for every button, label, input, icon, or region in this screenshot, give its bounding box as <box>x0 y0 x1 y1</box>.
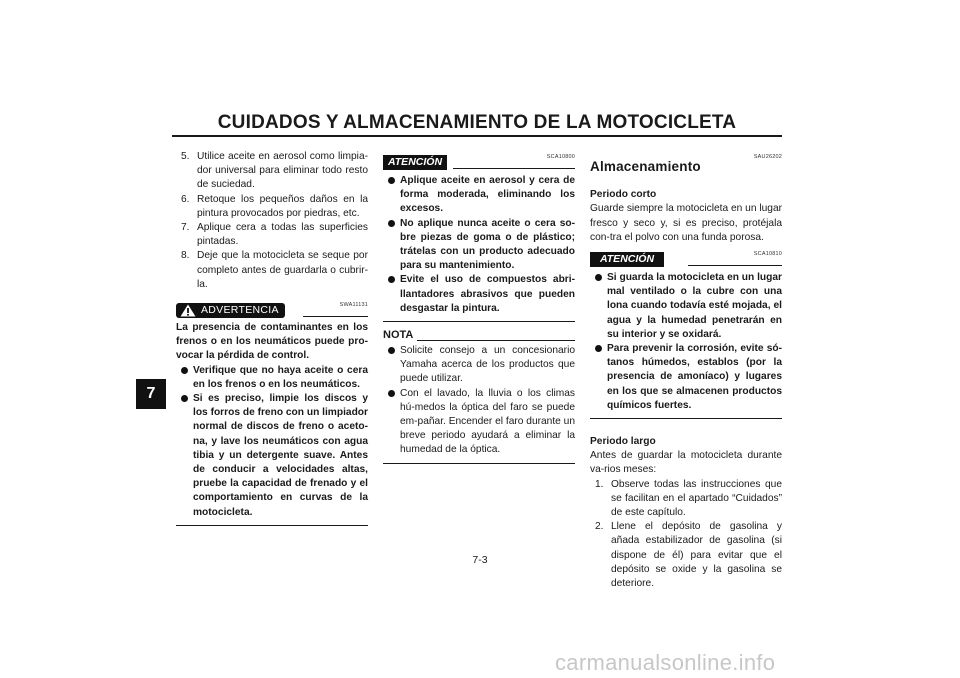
warning-header-rule <box>303 316 368 317</box>
bullet-dot-icon <box>181 395 188 402</box>
storage-steps-list <box>590 478 782 592</box>
step-item: 7. Aplique cera a todas las superficies pintadas. <box>181 222 368 248</box>
bullet-dot-icon <box>388 220 395 227</box>
caution-header-rule <box>453 168 575 169</box>
cleaning-steps-list <box>176 150 368 292</box>
step-item: 5. Utilice aceite en aerosol como limpia-dor universal para eliminar todo resto de suciedad. <box>181 151 368 191</box>
note-label: NOTA <box>383 329 414 342</box>
bullet-dot-icon <box>388 390 395 397</box>
bullet-dot-icon <box>388 276 395 283</box>
section-title: Almacenamiento <box>590 159 701 174</box>
warning-end-rule <box>176 525 368 526</box>
bullet-item: Con el lavado, la lluvia o los climas hú-medos la óptica del faro se puede em-pañar. Encender el faro durante un breve periodo ayudará a eliminar la humedad de la óptica. <box>383 387 575 458</box>
note-end-rule <box>383 463 575 464</box>
caution-code: SCA10800 <box>546 154 575 160</box>
step-item: 1. Observe todas las instrucciones que se facilitan en el apartado “Cuidados” de este capítulo. <box>595 478 782 519</box>
column-left <box>176 150 368 526</box>
bullet-item: Aplique aceite en aerosol y cera de forma moderada, eliminando los excesos. <box>383 174 575 217</box>
bullet-dot-icon <box>595 274 602 281</box>
warning-code: SWA11131 <box>339 302 368 309</box>
bullet-dot-icon <box>181 367 188 374</box>
step-item: 8. Deje que la motocicleta se seque por completo antes de guardarla o cubrir-la. <box>181 250 368 290</box>
warning-triangle-icon <box>180 304 196 322</box>
caution-badge: ATENCIÓN <box>383 155 447 170</box>
bullet-item: Si guarda la motocicleta en un lugar mal ventilado o la cubre con una lona cuando todavía esté mojada, el agua y la humedad penetrarán en su interior y se oxidará. <box>590 271 782 342</box>
bullet-item: Si es preciso, limpie los discos y los forros de freno con un limpiador normal de discos de freno o aceto-na, y lave los neumáticos con agua tibia y un detergente suave. Antes de conducir a velocidades altas, pruebe la capacidad de frenado y el comportamiento en curvas de la motocicleta. <box>176 392 368 520</box>
bullet-item: Para prevenir la corrosión, evite só-tanos húmedos, establos (por la presencia de amoníaco) y lugares en los que se almacenen productos químicos fuertes. <box>590 342 782 413</box>
section-code: SAU26202 <box>753 154 782 160</box>
short-term-text: Guarde siempre la motocicleta en un lugar fresco y seco y, si es preciso, protéjala con-tra el polvo con una funda porosa. <box>590 203 782 243</box>
bullet-item: Solicite consejo a un concesionario Yamaha acerca de los productos que puede utilizar. <box>383 344 575 387</box>
caution-badge: ATENCIÓN <box>590 252 664 267</box>
caution-code: SCA10810 <box>753 251 782 258</box>
warning-badge: ADVERTENCIA <box>176 303 285 318</box>
caution-bullets <box>590 271 782 413</box>
page-number: 7-3 <box>472 554 488 566</box>
long-term-heading: Periodo largo <box>590 436 656 448</box>
bullet-item: Evite el uso de compuestos abri-llantadores abrasivos que pueden desgastar la pintura. <box>383 273 575 316</box>
note-header <box>383 328 575 344</box>
bullet-item: Verifique que no haya aceite o cera en los frenos o en los neumáticos. <box>176 364 368 392</box>
step-item: 2. Llene el depósito de gasolina y añada estabilizador de gasolina (si dispone de él) para evitar que el depósito se oxide y la gasolina se deteriore. <box>595 521 782 590</box>
watermark: carmanualsonline.info <box>555 650 776 675</box>
caution-header <box>383 150 575 170</box>
page-title: CUIDADOS Y ALMACENAMIENTO DE LA MOTOCICLETA <box>217 112 737 133</box>
long-term-text: Antes de guardar la motocicleta durante va-rios meses: <box>590 450 782 476</box>
warning-bullets <box>176 364 368 520</box>
caution-bullets <box>383 174 575 316</box>
caution-end-rule <box>383 321 575 322</box>
column-right <box>590 150 782 591</box>
column-middle <box>383 150 575 464</box>
note-header-rule <box>417 340 575 341</box>
caution-end-rule <box>590 418 782 419</box>
short-term-heading: Periodo corto <box>590 189 657 201</box>
bullet-dot-icon <box>388 347 395 354</box>
bullet-dot-icon <box>595 345 602 352</box>
chapter-tab: 7 <box>136 379 166 409</box>
note-bullets <box>383 344 575 458</box>
caution-header-rule <box>688 265 782 266</box>
bullet-dot-icon <box>388 177 395 184</box>
caution-header <box>590 247 782 267</box>
step-item: 6. Retoque los pequeños daños en la pintura provocados por piedras, etc. <box>181 193 368 219</box>
warning-header <box>176 298 368 318</box>
bullet-item: No aplique nunca aceite o cera so-bre piezas de goma o de plástico; trátelas con un producto adecuado para su mantenimiento. <box>383 217 575 274</box>
warning-intro: La presencia de contaminantes en los frenos o en los neumáticos puede pro-vocar la pérdida de control. <box>176 322 368 362</box>
title-rule <box>172 135 782 137</box>
